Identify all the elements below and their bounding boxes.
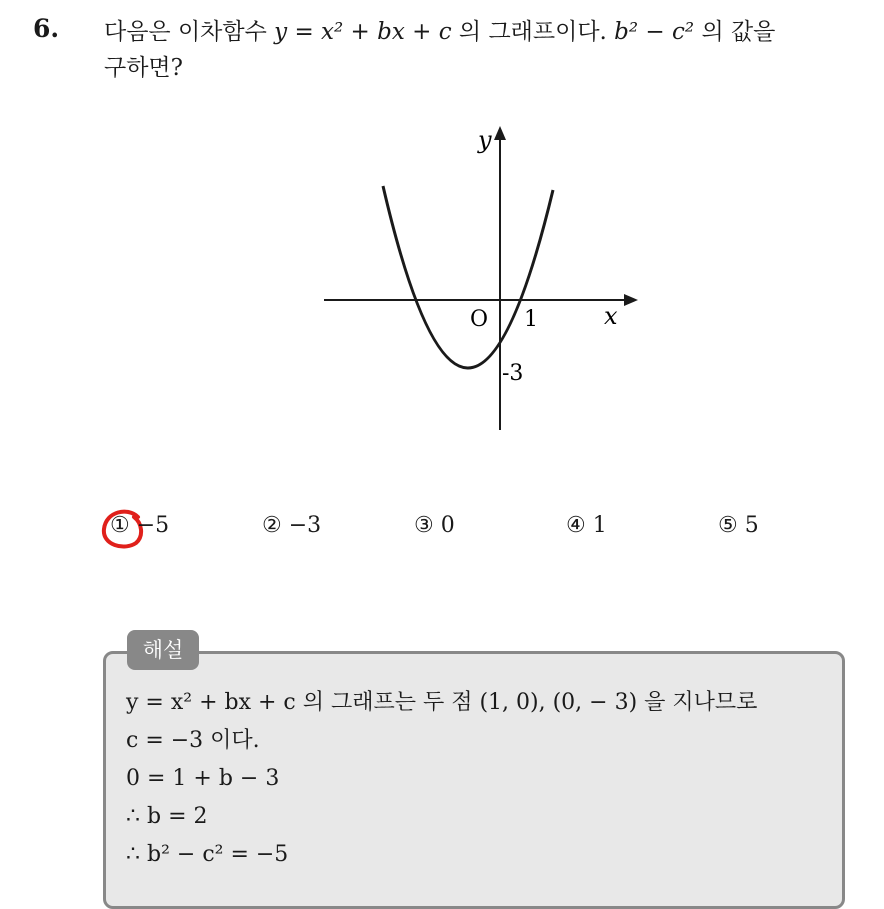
question-equation: y = x² + bx + c <box>274 19 452 45</box>
question-target-expr: b² − c² <box>614 19 695 45</box>
solution-line-5: ∴ b² − c² = −5 <box>126 842 289 867</box>
choice-4-value: 1 <box>592 513 607 538</box>
choice-1[interactable] <box>110 513 169 538</box>
choice-2-marker: ② <box>262 513 282 538</box>
y-axis-label: y <box>478 126 492 154</box>
choice-5-marker: ⑤ <box>718 513 738 538</box>
question-text-mid: 의 그래프이다. <box>458 19 607 45</box>
solution-line-2: c = −3 이다. <box>126 728 260 753</box>
choice-4-marker: ④ <box>566 513 586 538</box>
solution-lines <box>126 684 757 874</box>
question-number: 6. <box>33 14 60 43</box>
choice-3-value: 0 <box>440 513 455 538</box>
choice-1-value: −5 <box>136 513 170 538</box>
choice-5-value: 5 <box>744 513 759 538</box>
choice-2[interactable] <box>262 513 321 538</box>
choice-3-marker: ③ <box>414 513 434 538</box>
choice-2-value: −3 <box>288 513 322 538</box>
x-intercept-label: 1 <box>524 307 538 332</box>
parabola-graph <box>310 118 650 438</box>
question-text-suffix: 의 값을 <box>701 19 776 45</box>
x-axis-label: x <box>604 302 618 330</box>
solution-line-4: ∴ b = 2 <box>126 804 208 829</box>
solution-line-1: y = x² + bx + c 의 그래프는 두 점 (1, 0), (0, − 3) 을 지나므로 <box>126 690 758 715</box>
solution-box <box>103 651 845 909</box>
question-text <box>104 14 864 86</box>
x-axis-arrow-icon <box>624 294 638 306</box>
choice-5[interactable] <box>718 513 759 538</box>
origin-label: O <box>470 307 489 332</box>
solution-line-3: 0 = 1 + b − 3 <box>126 766 280 791</box>
choice-3[interactable] <box>414 513 455 538</box>
choice-4[interactable] <box>566 513 607 538</box>
answer-choices <box>0 513 884 553</box>
parabola-curve <box>383 186 553 368</box>
y-intercept-label: -3 <box>502 361 524 386</box>
question-text-line2: 구하면? <box>104 55 183 81</box>
solution-tab: 해설 <box>127 630 199 670</box>
choice-1-marker: ① <box>110 513 130 538</box>
y-axis-arrow-icon <box>494 126 506 140</box>
question-text-prefix: 다음은 이차함수 <box>104 19 267 45</box>
